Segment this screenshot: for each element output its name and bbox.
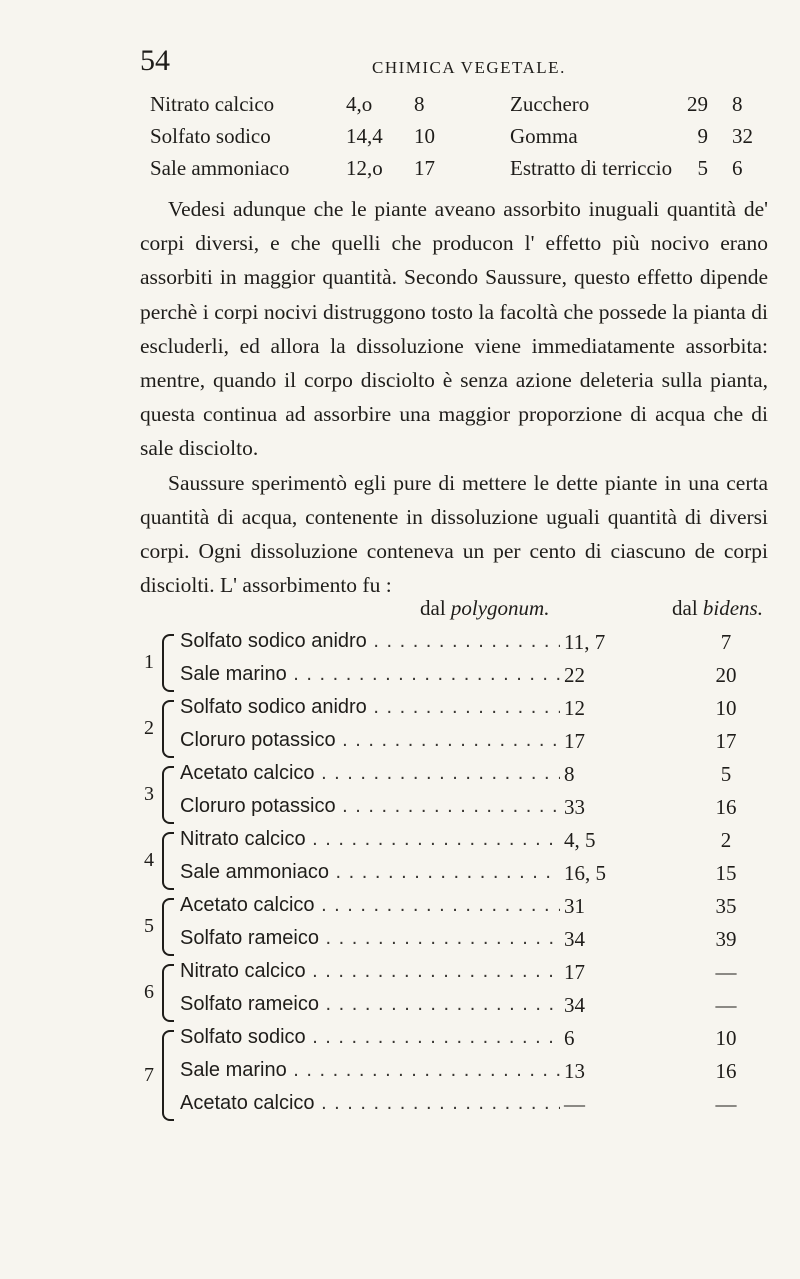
page-number: 54 [140,44,170,77]
substance-label: Acetato calcico . . . [180,894,560,917]
table-row [140,630,780,663]
brace-icon [162,766,174,824]
polygonum-value: 17 [564,729,585,753]
substance-name: Zucchero [510,92,590,116]
table-row [140,861,780,894]
brace-icon [162,898,174,956]
group-marker [140,1028,180,1123]
group-marker [140,698,180,760]
table-row [140,960,780,993]
value-cell: 8 [732,92,743,116]
brace-icon [162,832,174,890]
table-row [140,828,780,861]
bidens-value: 10 [715,696,737,720]
substance-label: Sale ammoniaco . . . [180,861,560,884]
group-number: 7 [144,1063,154,1086]
absorption-comparison-table [140,630,780,1125]
table-row [140,927,780,960]
group-number: 3 [144,783,154,805]
table-row [140,696,780,729]
bidens-value: 10 [715,1026,737,1050]
polygonum-value: — [564,1092,585,1116]
column-header-bidens [672,596,763,621]
header-species: polygonum. [450,596,550,620]
table-row [140,795,780,828]
bidens-value: 15 [715,861,737,885]
substance-label: Solfato rameico . . . [180,993,560,1016]
paragraph: Vedesi adunque che le piante aveano assorbito inuguali quantità de' corpi diversi, e che quelli che producon l' effetto più nocivo erano assorbiti in maggior quantità. Secondo Saussure, questo effetto dipende perchè i corpi nocivi distruggono tosto la facoltà che possede la pianta di escluderli, ed allora la dissoluzione viene immediatamente assorbita: mentre, quando il corpo disciolto è senza azione deleteria sulla pianta, questa continua ad assorbire una maggior proporzione di acqua che di sale disciolto. [140,197,768,461]
value-cell: 17 [414,156,435,180]
bidens-value: 2 [720,828,732,852]
value-cell: 9 [697,124,708,148]
substance-label: Cloruro potassico . . . [180,729,560,752]
table-row [140,762,780,795]
bidens-value: — [715,1092,737,1116]
table-row [150,124,770,156]
value-cell: 6 [732,156,743,180]
substance-label: Cloruro potassico . . . [180,795,560,818]
substance-label: Sale marino . . . [180,663,560,686]
group-number: 5 [144,915,154,937]
value-cell: 14,4 [346,124,383,148]
header-species: bidens. [702,596,763,620]
substance-name: Estratto di terriccio [510,156,673,180]
bidens-value: 17 [715,729,737,753]
polygonum-value: 6 [564,1026,575,1050]
group-marker [140,632,180,694]
polygonum-value: 33 [564,795,585,819]
substance-label: Solfato sodico anidro . . . [180,630,560,653]
table-row [150,92,770,124]
group-number: 6 [144,981,154,1003]
substance-label: Solfato sodico anidro . . . [180,696,560,719]
substance-label: Sale marino . . . [180,1059,560,1082]
substance-label: Solfato sodico . . . [180,1026,560,1049]
table-row [140,894,780,927]
table-row [140,663,780,696]
value-cell: 12,o [346,156,383,180]
polygonum-value: 22 [564,663,585,687]
value-cell: 5 [697,156,708,180]
group-marker [140,896,180,958]
polygonum-value: 34 [564,927,585,951]
paragraph: Saussure sperimentò egli pure di mettere le dette piante in una certa quantità di acqua, contenente in dissoluzione uguali quantità di diversi corpi. Ogni dissoluzione conteneva un per cento di ciascuno de corpi disciolti. L' assorbimento fu : [140,470,768,598]
polygonum-value: 8 [564,762,575,786]
group-number: 4 [144,849,154,871]
group-number: 2 [144,717,154,739]
polygonum-value: 11, 7 [564,630,606,654]
brace-icon [162,1030,174,1121]
polygonum-value: 4, 5 [564,828,596,852]
body-text [140,192,768,602]
table-row [140,1092,780,1125]
header-prefix: dal [420,596,446,620]
value-cell: 29 [687,92,708,116]
table-row [140,729,780,762]
absorption-table-top [150,92,770,188]
table-row [140,993,780,1026]
group-marker [140,830,180,892]
polygonum-value: 17 [564,960,585,984]
polygonum-value: 13 [564,1059,585,1083]
substance-name: Nitrato calcico [150,92,275,116]
table-row [140,1059,780,1092]
value-cell: 32 [732,124,753,148]
substance-label: Acetato calcico . . . [180,762,560,785]
table-row [140,1026,780,1059]
value-cell: 8 [414,92,425,116]
group-marker [140,764,180,826]
bidens-value: 16 [715,1059,737,1083]
substance-name: Solfato sodico [150,124,271,148]
group-marker [140,962,180,1024]
header-prefix: dal [672,596,698,620]
substance-label: Acetato calcico . . . [180,1092,560,1115]
bidens-value: 5 [720,762,732,786]
polygonum-value: 31 [564,894,585,918]
substance-label: Nitrato calcico . . . [180,828,560,851]
bidens-value: 7 [720,630,732,654]
bidens-value: 39 [715,927,737,951]
polygonum-value: 16, 5 [564,861,606,885]
bidens-value: 16 [715,795,737,819]
substance-name: Sale ammoniaco [150,156,290,180]
table-row [150,156,770,188]
value-cell: 10 [414,124,435,148]
running-head: CHIMICA VEGETALE. [372,58,566,77]
substance-label: Nitrato calcico . . . [180,960,560,983]
group-number: 1 [144,651,154,673]
substance-label: Solfato rameico . . . [180,927,560,950]
bidens-value: 20 [715,663,737,687]
column-header-polygonum [420,596,549,621]
brace-icon [162,634,174,692]
value-cell: 4,o [346,92,373,116]
polygonum-value: 12 [564,696,585,720]
substance-name: Gomma [510,124,578,148]
bidens-value: 35 [715,894,737,918]
bidens-value: — [715,960,737,984]
brace-icon [162,964,174,1022]
bidens-value: — [715,993,737,1017]
brace-icon [162,700,174,758]
polygonum-value: 34 [564,993,585,1017]
